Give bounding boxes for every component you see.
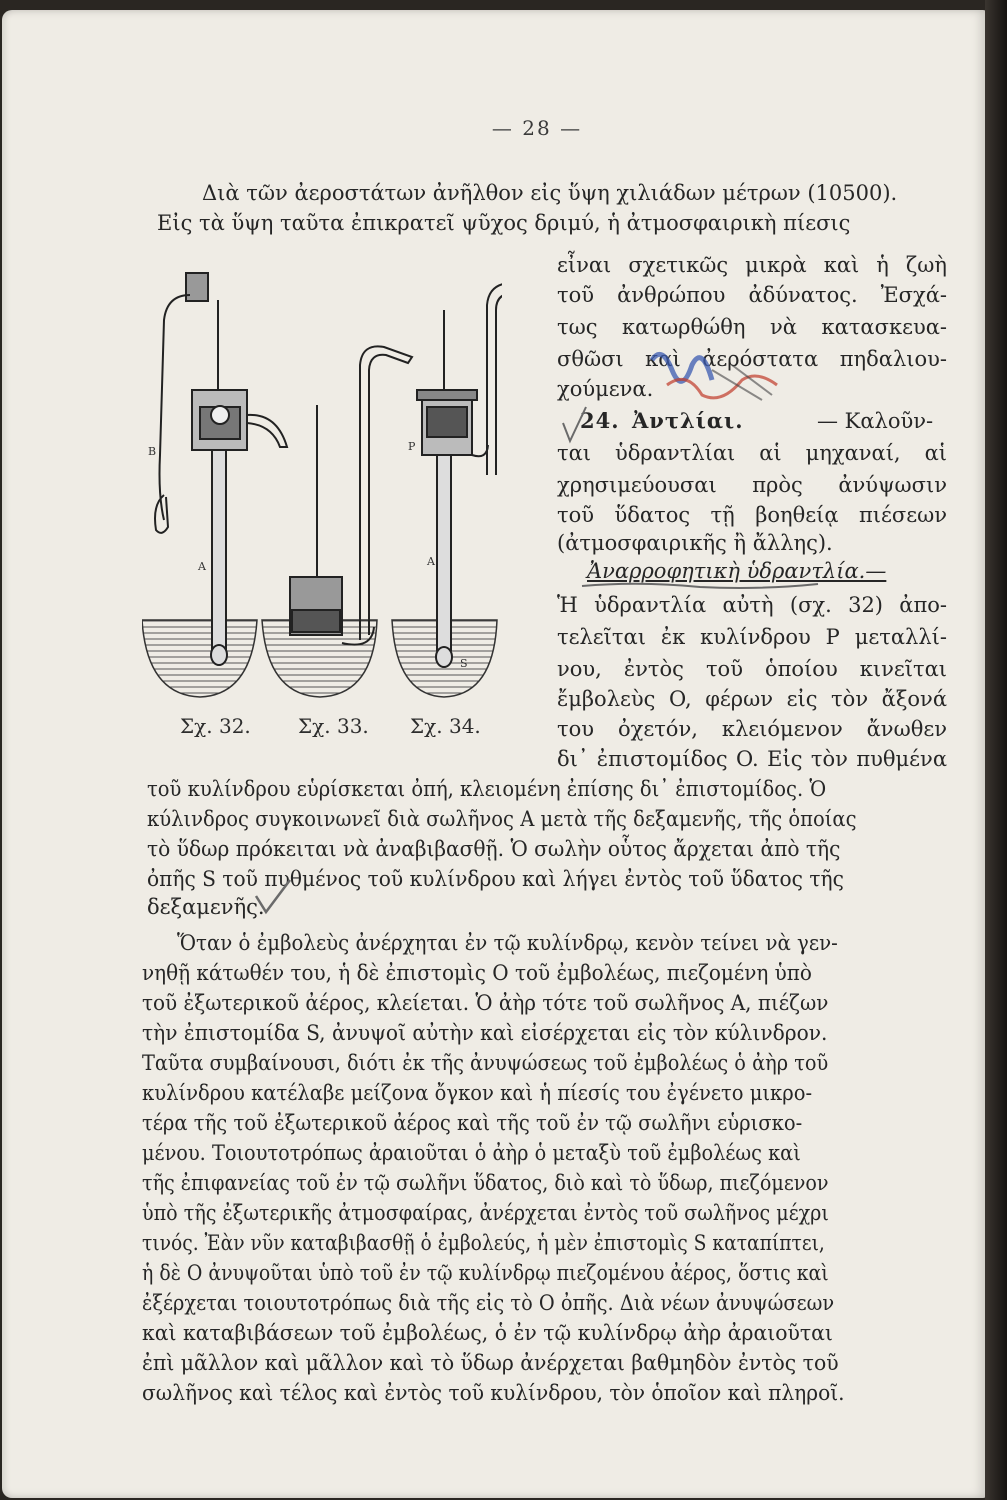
pencil-check-mark-1 <box>560 405 590 445</box>
text-line-35: ἡ δὲ O ἀνυψοῦται ὑπὸ τοῦ ἐν τῷ κυλίνδρῳ πιεζομένου ἀέρος, ὅστις καὶ <box>142 1261 829 1285</box>
text-line-23: δεξαμενῆς. <box>147 895 265 919</box>
text-line-37: καὶ καταβιβάσεων τοῦ ἐμβολέως, ὁ ἐν τῷ κυλίνδρῳ ἀὴρ ἀραιοῦται <box>142 1321 833 1345</box>
text-line-22: ὀπῆς S τοῦ πυθμένος τοῦ κυλίνδρου καὶ λήγει ἐντὸς τοῦ ὕδατος τῆς <box>147 867 844 891</box>
text-line-13: Ἡ ὑδραντλία αὐτὴ (σχ. 32) ἀπο- <box>557 593 947 617</box>
pump-fig-33 <box>290 346 412 644</box>
section-title: Ἀντλίαι. <box>632 408 744 433</box>
pencil-check-mark-2 <box>252 878 297 918</box>
text-line-6: σθῶσι καὶ ἀερόστατα πηδαλιου- <box>557 347 947 371</box>
text-line-19: τοῦ κυλίνδρου εὑρίσκεται ὀπή, κλειομένη ἐπίσης δι᾿ ἐπιστομίδος. Ὁ <box>147 777 827 801</box>
text-line-33: ὑπὸ τῆς ἐξωτερικῆς ἀτμοσφαίρας, ἀνέρχεται ἐντὸς τοῦ σωλῆνος μέχρι <box>142 1201 829 1225</box>
label-letter-p: P <box>408 440 416 453</box>
text-line-32: τῆς ἐπιφανείας τοῦ ἐν τῷ σωλῆνι ὕδατος, διὸ καὶ τὸ ὕδωρ, πιεζόμενον <box>142 1171 829 1195</box>
text-line-7: χούμενα. <box>557 377 654 401</box>
text-line-12: (ἀτμοσφαιρικῆς ἢ ἄλλης). <box>557 531 833 555</box>
label-letter-b: B <box>148 445 157 458</box>
section-number: 24. <box>580 408 620 433</box>
label-letter-a-1: A <box>198 560 206 573</box>
text-line-18: δι᾿ ἐπιστομίδος O. Εἰς τὸν πυθμένα <box>557 747 947 771</box>
caption-fig-34: Σχ. 34. <box>410 714 481 738</box>
text-line-2: Εἰς τὰ ὕψη ταῦτα ἐπικρατεῖ ψῦχος δριμύ, ἡ ἀτμοσφαιρικὴ πίεσις <box>157 211 851 235</box>
text-line-30: τέρα τῆς τοῦ ἐξωτερικοῦ ἀέρος καὶ τῆς τοῦ ἐν τῷ σωλῆνι εὑρισκο- <box>142 1111 803 1135</box>
ink-scribble-mark <box>642 340 792 420</box>
text-line-17: του ὀχετόν, κλειόμενον ἄνωθεν <box>557 717 947 741</box>
text-line-20: κύλινδρος συγκοινωνεῖ διὰ σωλῆνος A μετὰ τῆς δεξαμενῆς, τῆς ὁποίας <box>147 807 857 831</box>
text-line-27: τὴν ἐπιστομίδα S, ἀνυψοῖ αὐτὴν καὶ εἰσέρχεται εἰς τὸν κύλινδρον. <box>142 1021 828 1045</box>
text-line-11: τοῦ ὕδατος τῇ βοηθείᾳ πιέσεων <box>557 503 947 527</box>
text-line-25: νηθῇ κάτωθέν του, ἡ δὲ ἐπιστομὶς O τοῦ ἐμβολέως, πιεζομένη ὑπὸ <box>142 961 812 985</box>
pump-figures-illustration <box>142 265 502 710</box>
label-letter-a-2: A <box>427 555 435 568</box>
caption-fig-33: Σχ. 33. <box>298 714 369 738</box>
page-number: — 28 — <box>491 116 583 140</box>
text-line-39: σωλῆνος καὶ τέλος καὶ ἐντὸς τοῦ κυλίνδρου, τὸν ὁποῖον καὶ πληροῖ. <box>142 1381 845 1405</box>
text-line-36: ἐξέρχεται τοιουτοτρόπως διὰ τῆς εἰς τὸ O ὀπῆς. Διὰ νέων ἀνυψώσεων <box>142 1291 835 1315</box>
text-line-5: τως κατωρθώθη νὰ κατασκευα- <box>557 315 947 339</box>
text-line-31: μένου. Τοιουτοτρόπως ἀραιοῦται ὁ ἀὴρ ὁ μεταξὺ τοῦ ἐμβολέως καὶ <box>142 1141 801 1165</box>
pencil-underline-mark <box>580 578 820 592</box>
text-line-21: τὸ ὕδωρ πρόκειται νὰ ἀναβιβασθῇ. Ὁ σωλὴν οὗτος ἄρχεται ἀπὸ τῆς <box>147 837 841 861</box>
caption-fig-32: Σχ. 32. <box>180 714 251 738</box>
text-line-16: ἔμβολεὺς O, φέρων εἰς τὸν ἄξονά <box>557 687 947 711</box>
book-spine <box>985 0 1007 1500</box>
text-line-26: τοῦ ἐξωτερικοῦ ἀέρος, κλείεται. Ὁ ἀὴρ τότε τοῦ σωλῆνος A, πιέζων <box>142 991 829 1015</box>
pump-fig-32 <box>155 273 287 665</box>
text-line-15: νου, ἐντὸς τοῦ ὁποίου κινεῖται <box>557 657 947 681</box>
text-line-38: ἐπὶ μᾶλλον καὶ μᾶλλον καὶ τὸ ὕδωρ ἀνέρχεται βαθμηδὸν ἐντὸς τοῦ <box>142 1351 839 1375</box>
text-line-4: τοῦ ἀνθρώπου ἀδύνατος. Ἐσχά- <box>557 283 947 307</box>
pump-fig-34 <box>417 283 502 667</box>
text-line-3: εἶναι σχετικῶς μικρὰ καὶ ἡ ζωὴ <box>557 253 947 277</box>
label-letter-s: S <box>460 657 468 670</box>
text-line-10: χρησιμεύουσαι πρὸς ἀνύψωσιν <box>557 473 947 497</box>
water-basin-fig-32 <box>142 620 257 697</box>
book-page <box>2 10 987 1498</box>
text-line-29: κυλίνδρου κατέλαβε μείζονα ὄγκον καὶ ἡ πίεσίς του ἐγένετο μικρο- <box>142 1081 813 1105</box>
text-line-8: — Καλοῦν- <box>817 409 934 433</box>
text-line-34: τινός. Ἐὰν νῦν καταβιβασθῇ ὁ ἐμβολεύς, ἡ μὲν ἐπιστομὶς S καταπίπτει, <box>142 1231 825 1255</box>
text-line-14: τελεῖται ἐκ κυλίνδρου P μεταλλί- <box>557 625 947 649</box>
section-subtitle: Ἀναρροφητικὴ ὑδραντλία.— <box>587 559 887 583</box>
text-line-9: ται ὑδραντλίαι αἱ μηχαναί, αἱ <box>557 441 947 465</box>
text-line-28: Ταῦτα συμβαίνουσι, διότι ἐκ τῆς ἀνυψώσεως τοῦ ἐμβολέως ὁ ἀὴρ τοῦ <box>142 1051 829 1075</box>
text-line-1: Διὰ τῶν ἀεροστάτων ἀνῆλθον εἰς ὕψη χιλιάδων μέτρων (10500). <box>202 181 898 205</box>
text-line-24: Ὅταν ὁ ἐμβολεὺς ἀνέρχηται ἐν τῷ κυλίνδρῳ, κενὸν τείνει νὰ γεν- <box>177 931 838 955</box>
